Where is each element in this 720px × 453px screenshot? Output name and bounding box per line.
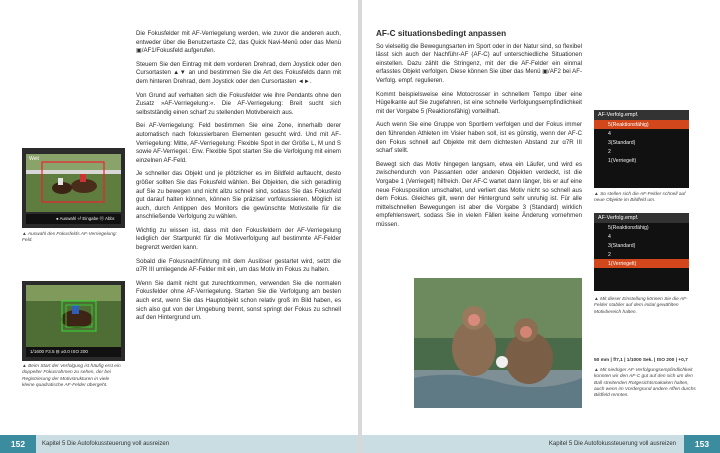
menu-option[interactable]: 4 [608, 130, 611, 137]
caption-photo-2: ▲ Beim Start der Verfolgung ist häufig erst ein doppelter Fokusrahmen zu sehen, der bei Registrierung der Motivstrukturen in viele kleine quadratische AF-Felder übergeht. [22, 364, 121, 388]
macaque-photo [414, 278, 582, 408]
menu-screenshot-1 [594, 110, 689, 188]
menu-option[interactable]: 2 [608, 251, 611, 258]
caption-menu-2: ▲ Mit dieser Einstellung können Sie die AF-Felder stabiler auf dem initial gewählten Motivbereich halten. [594, 297, 688, 315]
menu-option[interactable]: 3(Standard) [608, 242, 636, 249]
caption-photo: ▲ Mit niedriger AF-Verfolgungsempfindlichkeit konnten wir den AF-C gut auf den sich um den Ball streitenden Rotgesichtsmakaken halten, auch wenn im Vordergrund andere Affen durchs Bildfeld rennten. [594, 368, 696, 399]
menu-option[interactable]: 5(Reaktionsfähig) [608, 224, 649, 231]
menu-option[interactable]: 1(Verriegelt) [594, 259, 689, 268]
macaques-illustration [414, 278, 582, 408]
menu-option[interactable]: 1(Verriegelt) [608, 157, 637, 164]
camera-screen-photo-2 [22, 281, 125, 361]
paragraph: Wenn Sie damit nicht gut zurechtkommen, verwenden Sie die normalen Fokusfelder ohne AF-Verriegelung. Starten Sie die Verfolgung am besten auch erst, wenn Sie das Hauptobjekt schon relativ groß im Bild haben, es sich also gut von der Umgebung trennt, sonst springt der Fokus zu schnell auf den Hintergrund um. [136, 279, 341, 322]
paragraph: So vielseitig die Bewegungsarten im Sport oder in der Natur sind, so flexibel lässt sich auch der Nachführ-AF (AF-C) auf unterschiedliche Situationen einstellen. Dazu zählt die Stringenz, mit der die AF-Felder ein einmal erfasstes Objekt verfolgen. Diese können Sie über das Menü ▣/AF2 bei AF-Verfolg. empf. regulieren. [376, 42, 582, 84]
af-mode-label: Weit [29, 156, 39, 162]
menu-title: AF-Verfolg.empf. [594, 110, 689, 120]
caption-photo-1: ▲ Auswahl des Fokusfelds AF-Verriegelung: Feld. [22, 232, 117, 244]
page-number-left: 152 [0, 435, 36, 453]
paragraph: Die Fokusfelder mit AF-Verriegelung werden, wie zuvor die anderen auch, entweder über die Benutzertaste C2, das Quick Navi-Menü oder das Menü ▣/AF1/Fokusfeld aufgerufen. [136, 30, 341, 55]
paragraph: Steuern Sie den Eintrag mit dem vorderen Drehrad, dem Joystick oder den Cursortasten ▲▼ an und bestimmen Sie die Art des Fokusfelds dann mit dem hinteren Drehrad, dem Joystick oder den Cursortasten ◄►. [136, 60, 341, 85]
menu-title: AF-Verfolg.empf. [594, 213, 689, 223]
paragraph: Wichtig zu wissen ist, dass mit den Fokusfeldern der AF-Verriegelung lediglich der Startpunkt für die Motivverfolgung auf bestimmte AF-Felder begrenzt werden kann. [136, 226, 341, 252]
camera-screen-photo-1 [22, 148, 125, 228]
section-heading: AF-C situationsbedingt anpassen [376, 29, 507, 38]
paragraph: Von Grund auf verhalten sich die Fokusfelder wie ihre Pendants ohne den Zusatz »AF-Verriegelung:«. Die AF-Verriegelung: Breit sucht sich selbstständig einen scharf zu stellenden Motivbereich aus. [136, 91, 341, 116]
paragraph: Kommt beispielsweise eine Motocrosser in schnellem Tempo über eine Hügelkante auf Sie zugefahren, ist eine schnelle Verfolgungsempfindlichkeit mit der Vorgabe 5 (Reaktionsfähig) vorteilhaft. [376, 90, 582, 115]
caption-menu-1: ▲ So stellen sich die AF-Felder schnell auf neue Objekte im Bildfeld um. [594, 192, 686, 204]
paragraph: Auch wenn Sie eine Gruppe von Sportlern verfolgen und der Fokus immer den führenden Athleten im Visier haben soll, ist es günstig, wenn der AF-C den Fokus schnell auf Objekte mit dem dichtesten Abstand zur α7R III scharf stellt. [376, 121, 582, 155]
right-page [362, 0, 720, 453]
paragraph: Bei AF-Verriegelung: Feld bestimmen Sie eine Zone, innerhalb derer automatisch nach fokussierbaren Elementen gesucht wird. Und mit AF-Verriegelung: Mitte, AF-Verriegelung: Flexible Spot in der Größe L, M und S sowie AF-Verriegel.: Erw. Flexible Spot starten Sie die Verfolgung mit einem einzelnen AF-Feld. [136, 122, 341, 164]
paragraph: Sobald die Fokusnachführung mit dem Auslöser gestartet wird, setzt die α7R III umliegende AF-Felder mit ein, um das Motiv im Fokus zu halten. [136, 257, 341, 274]
camera-screen-hints: ● Auswahl ⏎ Eingabe ⓜ Abbr. [56, 216, 116, 221]
menu-option[interactable]: 3(Standard) [608, 139, 636, 146]
paragraph: Je schneller das Objekt und je plötzlicher es im Bildfeld auftaucht, desto größer sollten Sie das Fokusfeld wählen. Bei Objekten, die sich geradlinig auf Sie zu bewegen und nicht allzu schnell sind, sodass Sie das Fokusfeld gut darauf halten können, können Sie präziser vorfokussieren. Möglich ist auch, durch Antippen des Monitors die gewünschte Motivstelle für die anschließende Verfolgung zu wählen. [136, 170, 341, 221]
menu-screenshot-2 [594, 213, 689, 291]
right-text-column [376, 30, 582, 234]
footer-left: Kapitel 5 Die Autofokussteuerung voll ausreizen [36, 435, 358, 453]
camera-exposure-readout: 1/1600 F3.5 ⊟ ±0.0 ISO 200 [30, 349, 88, 354]
exif-data: 50 mm | f/7,1 | 1/1000 Sek. | ISO 200 | +0,7 [594, 358, 688, 363]
paragraph: Bewegt sich das Motiv hingegen langsam, etwa ein Läufer, und wird es zwischendurch von Passanten oder anderen Objekten verdeckt, ist die Vorgabe 1 (Verriegelt) hilfreich. Der AF-C wartet dann länger, bis er auf eine neue Fokusposition umschaltet, und verliert das Motiv nicht so schnell aus dem Fokus. Gleiches gilt, wenn der Hintergrund sehr unruhig ist. Für alle mittelschnellen Bewegungen ist aber die Vorgabe 3 (Standard) wirklich empfehlenswert, sodass Sie in vielen Fällen keine Änderung vornehmen müssen. [376, 160, 582, 228]
menu-option[interactable]: 5(Reaktionsfähig) [594, 120, 689, 129]
page-number-right: 153 [684, 435, 720, 453]
left-text-column [136, 30, 341, 328]
left-page [0, 0, 358, 453]
menu-option[interactable]: 2 [608, 148, 611, 155]
footer-right: Kapitel 5 Die Autofokussteuerung voll ausreizen [362, 435, 684, 453]
menu-option[interactable]: 4 [608, 233, 611, 240]
